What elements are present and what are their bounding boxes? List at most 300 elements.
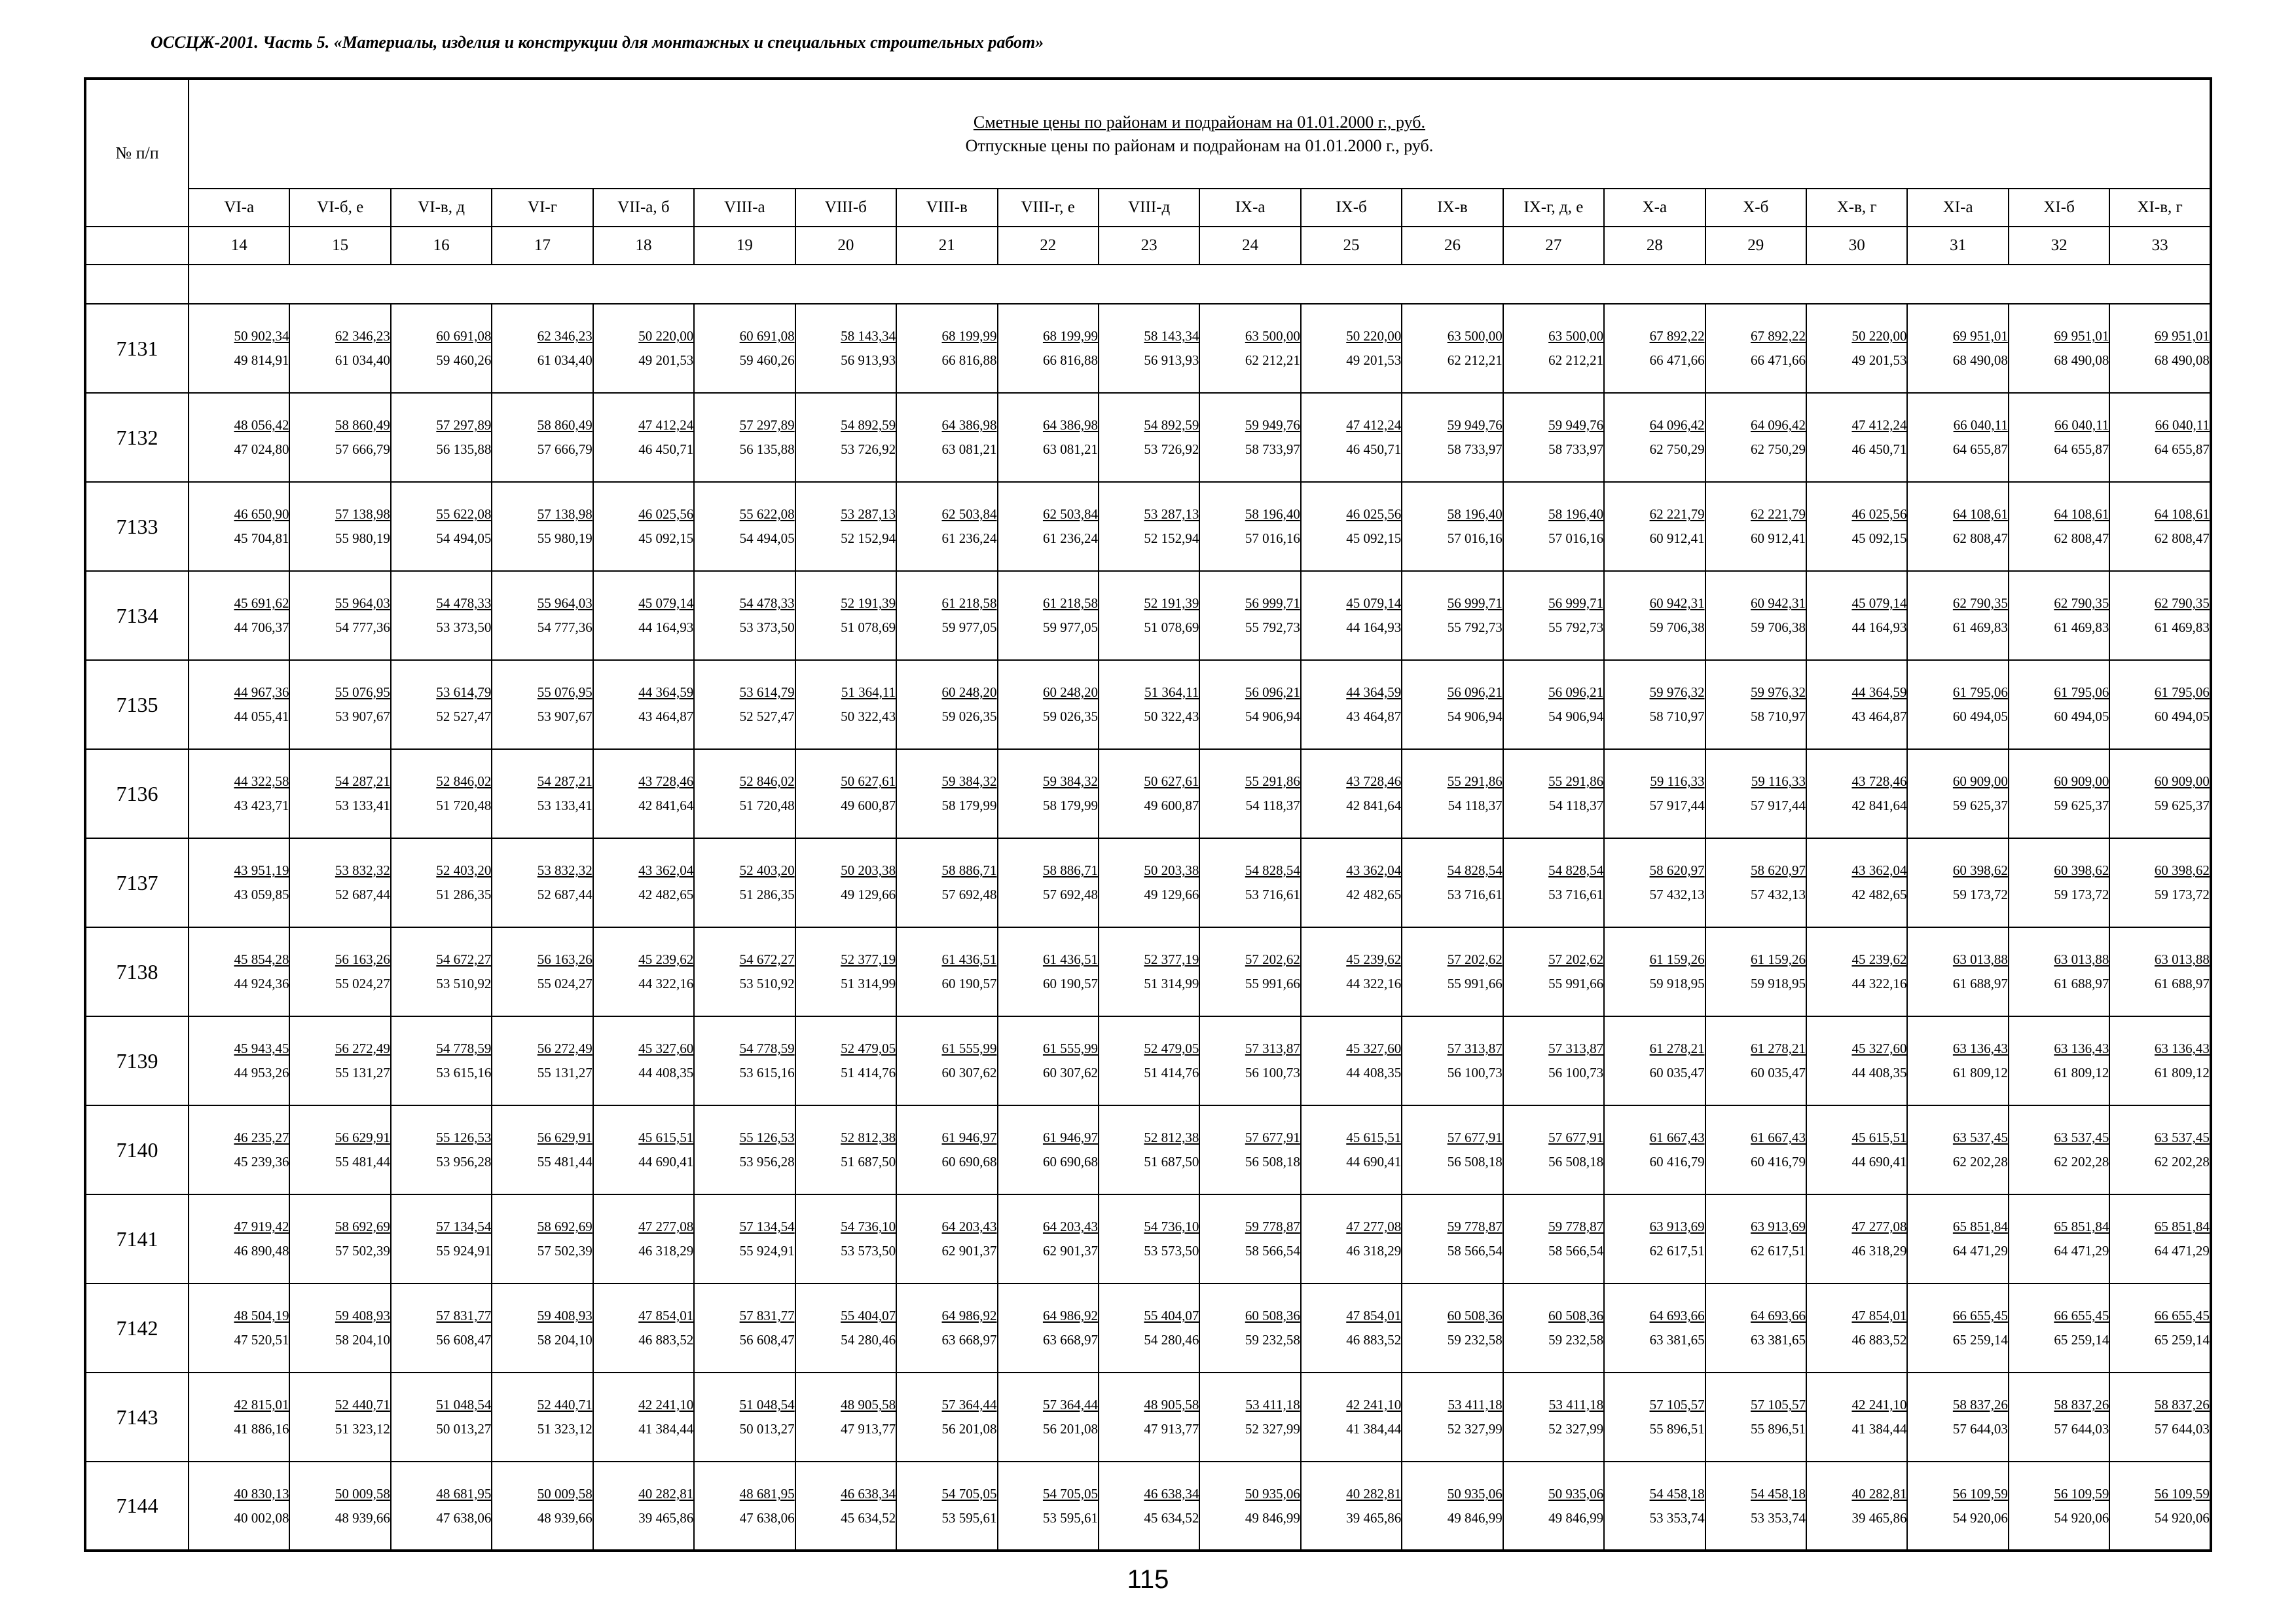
estimated-price: 45 943,45 [234,1041,289,1057]
estimated-price: 69 951,01 [2054,328,2109,344]
estimated-price: 56 109,59 [2054,1485,2109,1502]
selling-price: 60 912,41 [1751,530,1806,546]
price-cell [694,304,795,393]
selling-price: 52 327,99 [1548,1421,1604,1437]
selling-price: 53 907,67 [537,709,592,724]
spacer-cell [85,265,189,304]
estimated-price: 47 854,01 [638,1308,694,1324]
selling-price: 63 668,97 [1042,1332,1098,1348]
selling-price: 51 323,12 [537,1421,592,1437]
price-cell [492,749,592,838]
price-cell [998,1016,1099,1105]
estimated-price: 65 851,84 [2054,1219,2109,1235]
estimated-price: 44 364,59 [1851,684,1907,701]
table-row [85,304,2211,393]
price-cell [1806,927,1907,1016]
selling-price: 53 615,16 [739,1065,795,1080]
estimated-price: 43 728,46 [638,773,694,790]
price-cell [2009,393,2109,482]
price-cell [1604,660,1705,749]
selling-price: 61 688,97 [2054,976,2109,991]
price-cell [391,927,492,1016]
row-number: 7137 [85,838,189,927]
estimated-price: 59 116,33 [1751,773,1806,790]
price-cell [694,1373,795,1462]
price-cell [896,838,997,927]
price-cell [1503,838,1604,927]
price-cell [1402,1016,1503,1105]
estimated-price: 55 404,07 [1144,1308,1199,1324]
price-cell [795,838,896,927]
estimated-price: 46 638,34 [1144,1485,1199,1502]
price-cell [1705,1283,1806,1373]
estimated-price: 56 999,71 [1245,595,1300,612]
estimated-price: 45 239,62 [1346,951,1402,968]
selling-price: 51 323,12 [335,1421,390,1437]
price-cell [1604,1105,1705,1194]
selling-price: 44 164,93 [1346,619,1402,635]
price-cell [1402,393,1503,482]
selling-price: 53 373,50 [436,619,492,635]
price-cell [289,749,390,838]
price-cell [1099,1016,1199,1105]
price-cell [1604,304,1705,393]
estimated-price: 63 136,43 [2154,1041,2210,1057]
selling-price: 57 917,44 [1751,798,1806,813]
selling-price: 62 202,28 [2154,1154,2210,1170]
selling-price: 64 471,29 [2154,1243,2210,1259]
price-cell [1199,1105,1300,1194]
region-header: XI-б [2009,189,2109,227]
estimated-price: 61 946,97 [1042,1130,1098,1146]
selling-price: 57 502,39 [537,1243,592,1259]
estimated-price: 64 108,61 [2054,506,2109,523]
selling-price: 65 259,14 [2154,1332,2210,1348]
selling-price: 66 471,66 [1751,352,1806,368]
selling-price: 59 026,35 [941,709,997,724]
price-cell [1301,1283,1402,1373]
estimated-price: 50 220,00 [1346,328,1402,344]
price-cell [1199,304,1300,393]
column-number: 19 [694,227,795,265]
price-cell [998,1373,1099,1462]
estimated-price: 54 892,59 [1144,417,1199,434]
price-cell [1402,482,1503,571]
price-cell [1604,927,1705,1016]
selling-price: 44 322,16 [638,976,694,991]
price-cell [2009,927,2109,1016]
price-cell [2009,1105,2109,1194]
price-cell [391,1283,492,1373]
estimated-price: 54 478,33 [436,595,492,612]
price-cell [694,838,795,927]
selling-price: 54 920,06 [1952,1509,2008,1526]
estimated-price: 63 537,45 [1952,1130,2008,1146]
price-cell [1199,1016,1300,1105]
price-cell [289,1462,390,1551]
selling-price: 59 232,58 [1245,1332,1300,1348]
estimated-price: 43 728,46 [1346,773,1402,790]
selling-price: 59 706,38 [1751,619,1806,635]
selling-price: 56 608,47 [436,1332,492,1348]
price-cell [1402,838,1503,927]
price-cell [1604,393,1705,482]
selling-price: 58 566,54 [1245,1243,1300,1259]
selling-price: 68 490,08 [1952,352,2008,368]
selling-price: 44 690,41 [1346,1154,1402,1170]
price-cell [289,393,390,482]
estimated-price: 55 291,86 [1447,773,1503,790]
price-cell [1199,1194,1300,1283]
price-cell [795,1016,896,1105]
selling-price: 56 608,47 [739,1332,795,1348]
estimated-price: 58 143,34 [1144,328,1199,344]
estimated-price: 59 408,93 [335,1308,390,1324]
selling-price: 49 600,87 [841,798,896,813]
selling-price: 52 687,44 [537,887,592,902]
estimated-price: 60 508,36 [1548,1308,1604,1324]
price-cell [1806,1016,1907,1105]
selling-price: 59 625,37 [2054,798,2109,813]
table-row [85,660,2211,749]
selling-price: 60 035,47 [1649,1065,1705,1080]
price-cell [1199,927,1300,1016]
column-number: 14 [189,227,289,265]
price-cell [2109,838,2211,927]
estimated-price: 50 935,06 [1447,1485,1503,1502]
price-cell [1604,749,1705,838]
estimated-price: 52 377,19 [1144,951,1199,968]
estimated-price: 60 942,31 [1649,595,1705,612]
estimated-price: 58 692,69 [335,1219,390,1235]
estimated-price: 56 096,21 [1245,684,1300,701]
price-cell [391,1105,492,1194]
price-cell [896,660,997,749]
region-header: VI-в, д [391,189,492,227]
selling-price: 55 131,27 [537,1065,592,1080]
price-cell [1199,393,1300,482]
price-cell [795,1194,896,1283]
estimated-price: 52 191,39 [1144,595,1199,612]
selling-price: 44 408,35 [1851,1065,1907,1080]
price-cell [1199,838,1300,927]
selling-price: 61 809,12 [2054,1065,2109,1080]
price-cell [1301,838,1402,927]
price-cell [1199,571,1300,660]
price-cell [1604,1373,1705,1462]
price-cell [896,1105,997,1194]
estimated-price: 61 667,43 [1751,1130,1806,1146]
region-header: IX-в [1402,189,1503,227]
estimated-price: 64 096,42 [1649,417,1705,434]
selling-price: 56 135,88 [739,441,795,457]
region-header: VI-б, е [289,189,390,227]
price-cell [2109,1283,2211,1373]
price-cell [391,571,492,660]
selling-price: 43 059,85 [234,887,289,902]
price-cell [391,1016,492,1105]
selling-price: 44 690,41 [1851,1154,1907,1170]
estimated-price: 58 692,69 [537,1219,592,1235]
price-cell [1907,838,2008,927]
selling-price: 63 381,65 [1751,1332,1806,1348]
estimated-price: 57 313,87 [1245,1041,1300,1057]
estimated-price: 59 976,32 [1751,684,1806,701]
price-cell [492,393,592,482]
region-header-row [85,189,2211,227]
price-cell [998,1462,1099,1551]
estimated-price: 51 364,11 [1144,684,1199,701]
estimated-price: 48 905,58 [841,1397,896,1413]
selling-price: 44 322,16 [1346,976,1402,991]
estimated-price: 63 500,00 [1548,328,1604,344]
row-number: 7134 [85,571,189,660]
selling-price: 53 133,41 [335,798,390,813]
estimated-price: 47 277,08 [1851,1219,1907,1235]
selling-price: 59 173,72 [1952,887,2008,902]
price-cell [1301,1373,1402,1462]
selling-price: 48 939,66 [537,1509,592,1526]
price-cell [1503,1016,1604,1105]
price-cell [593,393,694,482]
price-cell [189,927,289,1016]
price-cell [1705,749,1806,838]
price-cell [694,660,795,749]
price-cell [1907,571,2008,660]
selling-price: 45 239,36 [234,1154,289,1170]
estimated-price: 40 282,81 [1346,1485,1402,1502]
estimated-price: 59 384,32 [1042,773,1098,790]
estimated-price: 57 138,98 [335,506,390,523]
selling-price: 55 792,73 [1245,619,1300,635]
estimated-price: 54 828,54 [1548,862,1604,879]
selling-price: 64 655,87 [2154,441,2210,457]
price-cell [795,304,896,393]
selling-price: 60 307,62 [941,1065,997,1080]
selling-price: 52 527,47 [436,709,492,724]
selling-price: 61 034,40 [335,352,390,368]
estimated-price: 59 778,87 [1447,1219,1503,1235]
selling-price: 59 173,72 [2154,887,2210,902]
price-cell [1099,838,1199,927]
selling-price: 53 595,61 [1042,1509,1098,1526]
price-cell [1503,304,1604,393]
price-cell [1199,749,1300,838]
price-cell [2009,1373,2109,1462]
selling-price: 52 327,99 [1447,1421,1503,1437]
selling-price: 61 236,24 [1042,530,1098,546]
estimated-price: 61 555,99 [1042,1041,1098,1057]
selling-price: 44 408,35 [638,1065,694,1080]
price-cell [2109,1016,2211,1105]
column-number: 18 [593,227,694,265]
selling-price: 55 896,51 [1751,1421,1806,1437]
estimated-price: 62 346,23 [537,328,592,344]
estimated-price: 64 386,98 [941,417,997,434]
selling-price: 59 625,37 [2154,798,2210,813]
estimated-prices-title: Сметные цены по районам и подрайонам на 01.01.2000 г., руб. [973,113,1426,132]
estimated-price: 63 913,69 [1649,1219,1705,1235]
estimated-price: 50 902,34 [234,328,289,344]
selling-price: 55 481,44 [335,1154,390,1170]
price-cell [1199,1373,1300,1462]
selling-price: 43 464,87 [1851,709,1907,724]
selling-price: 56 201,08 [1042,1421,1098,1437]
price-cell [289,1194,390,1283]
price-cell [1907,393,2008,482]
price-cell [189,482,289,571]
spacer-cell [189,265,2211,304]
price-cell [1806,1283,1907,1373]
estimated-price: 58 837,26 [1952,1397,2008,1413]
selling-price: 54 494,05 [739,530,795,546]
price-cell [391,749,492,838]
price-cell [1705,1373,1806,1462]
selling-price: 51 078,69 [841,619,896,635]
estimated-price: 57 677,91 [1447,1130,1503,1146]
estimated-price: 59 976,32 [1649,684,1705,701]
selling-price: 60 416,79 [1649,1154,1705,1170]
estimated-price: 55 291,86 [1245,773,1300,790]
table-row [85,1194,2211,1283]
price-cell [896,1283,997,1373]
table-row [85,393,2211,482]
price-cell [2009,1283,2109,1373]
price-cell [1806,304,1907,393]
price-cell [2009,838,2109,927]
selling-price: 44 690,41 [638,1154,694,1170]
price-cell [492,1283,592,1373]
estimated-price: 50 203,38 [1144,862,1199,879]
estimated-price: 68 199,99 [941,328,997,344]
price-cell [2109,571,2211,660]
estimated-price: 56 096,21 [1447,684,1503,701]
selling-price: 42 482,65 [638,887,694,902]
estimated-price: 57 677,91 [1245,1130,1300,1146]
estimated-price: 59 949,76 [1447,417,1503,434]
estimated-price: 51 048,54 [436,1397,492,1413]
estimated-price: 57 313,87 [1447,1041,1503,1057]
selling-price: 53 573,50 [1144,1243,1199,1259]
selling-price: 62 901,37 [1042,1243,1098,1259]
selling-price: 44 322,16 [1851,976,1907,991]
selling-price: 65 259,14 [1952,1332,2008,1348]
estimated-price: 61 218,58 [1042,595,1098,612]
estimated-price: 53 614,79 [436,684,492,701]
price-cell [391,482,492,571]
estimated-price: 44 322,58 [234,773,289,790]
price-cell [391,1462,492,1551]
selling-price: 52 152,94 [841,530,896,546]
selling-price: 62 750,29 [1751,441,1806,457]
selling-price: 43 464,87 [638,709,694,724]
selling-price: 62 901,37 [941,1243,997,1259]
selling-price: 51 687,50 [841,1154,896,1170]
selling-price: 57 644,03 [2154,1421,2210,1437]
estimated-price: 54 892,59 [841,417,896,434]
selling-price: 53 956,28 [739,1154,795,1170]
estimated-price: 65 851,84 [1952,1219,2008,1235]
selling-price: 59 232,58 [1447,1332,1503,1348]
region-header: VIII-в [896,189,997,227]
price-cell [896,1373,997,1462]
estimated-price: 63 013,88 [2054,951,2109,968]
price-cell [1705,1105,1806,1194]
price-cell [998,393,1099,482]
estimated-price: 63 500,00 [1245,328,1300,344]
estimated-price: 58 143,34 [841,328,896,344]
estimated-price: 68 199,99 [1042,328,1098,344]
selling-price: 49 129,66 [1144,887,1199,902]
column-number: 21 [896,227,997,265]
selling-price: 60 190,57 [941,976,997,991]
region-header: XI-в, г [2109,189,2211,227]
selling-price: 47 913,77 [841,1421,896,1437]
estimated-price: 50 220,00 [638,328,694,344]
selling-price: 39 465,86 [1346,1509,1402,1526]
selling-price: 46 883,52 [638,1332,694,1348]
price-cell [492,1462,592,1551]
selling-price: 44 055,41 [234,709,289,724]
price-cell [1705,1016,1806,1105]
estimated-price: 56 096,21 [1548,684,1604,701]
price-cell [593,1194,694,1283]
selling-price: 62 212,21 [1548,352,1604,368]
estimated-price: 61 795,06 [2054,684,2109,701]
price-cell [2109,1194,2211,1283]
row-number: 7139 [85,1016,189,1105]
selling-price: 61 809,12 [2154,1065,2210,1080]
price-cell [1099,571,1199,660]
price-cell [1604,1462,1705,1551]
price-cell [492,838,592,927]
estimated-price: 50 203,38 [841,862,896,879]
estimated-price: 60 909,00 [2154,773,2210,790]
selling-price: 46 883,52 [1346,1332,1402,1348]
estimated-price: 54 458,18 [1649,1485,1705,1502]
selling-price: 47 638,06 [739,1509,795,1526]
selling-price: 53 373,50 [739,619,795,635]
region-header: X-б [1705,189,1806,227]
estimated-price: 54 458,18 [1751,1485,1806,1502]
estimated-price: 63 500,00 [1447,328,1503,344]
selling-price: 40 002,08 [234,1509,289,1526]
price-cell [189,1194,289,1283]
estimated-price: 62 790,35 [2154,595,2210,612]
selling-price: 55 792,73 [1548,619,1604,635]
price-cell [1604,1283,1705,1373]
table-row [85,927,2211,1016]
price-cell [1402,927,1503,1016]
price-cell [2109,1373,2211,1462]
price-cell [492,927,592,1016]
estimated-price: 54 778,59 [436,1041,492,1057]
row-number: 7142 [85,1283,189,1373]
price-cell [593,482,694,571]
selling-price: 44 706,37 [234,619,289,635]
estimated-price: 54 287,21 [335,773,390,790]
price-cell [492,1373,592,1462]
price-title-header [189,79,2211,189]
price-cell [1099,927,1199,1016]
selling-price: 46 450,71 [1851,441,1907,457]
price-table [84,77,2212,1552]
table-row [85,1283,2211,1373]
selling-price: 42 841,64 [1851,798,1907,813]
estimated-price: 43 362,04 [1851,862,1907,879]
price-cell [492,1194,592,1283]
estimated-price: 57 831,77 [739,1308,795,1324]
